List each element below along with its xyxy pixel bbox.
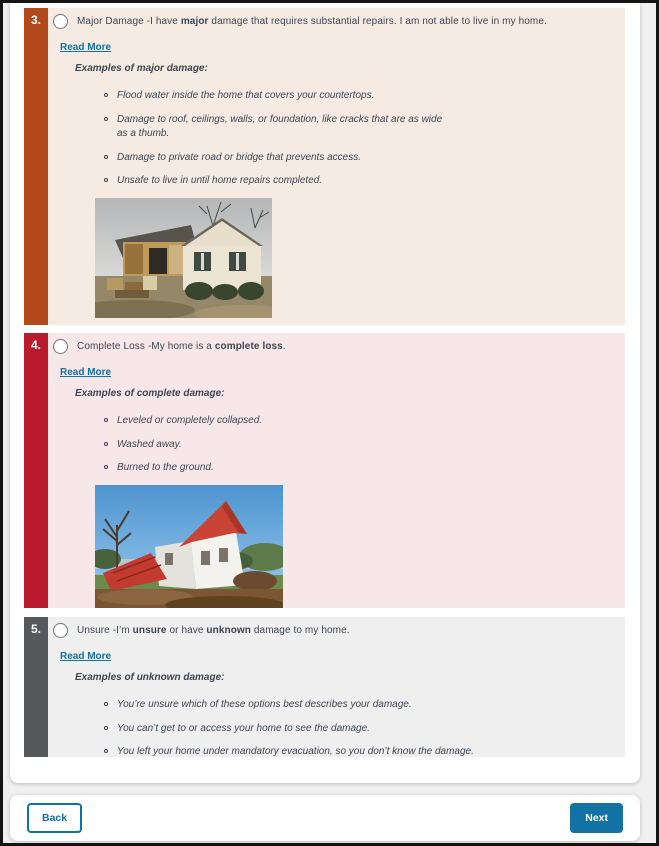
next-button[interactable]: Next (570, 803, 623, 833)
example-item (104, 113, 449, 142)
option-number-bar (24, 333, 48, 608)
examples-heading: Examples of major damage: (75, 63, 208, 74)
sections (24, 8, 625, 757)
damage-photo (95, 485, 615, 609)
option-number-bar (24, 617, 48, 757)
example-text: You’re unsure which of these options best describes your damage. (117, 699, 412, 710)
bullet-icon (104, 93, 108, 97)
option-label: Major Damage -I have major damage that requires substantial repairs. I am not able to live in my home. (77, 16, 547, 27)
bullet-icon (104, 465, 108, 469)
damage-option-section (24, 8, 625, 325)
option-number: 3. (30, 13, 41, 27)
example-item (104, 722, 615, 737)
damage-option-section (24, 617, 625, 757)
example-text: Flood water inside the home that covers your countertops. (117, 90, 375, 101)
option-body (48, 333, 625, 608)
example-item (104, 151, 449, 166)
back-button[interactable]: Back (27, 803, 82, 833)
damage-photo (95, 198, 615, 318)
option-label: Complete Loss -My home is a complete loss. (77, 341, 286, 352)
examples-list (104, 89, 449, 189)
read-more-link[interactable]: Read More (60, 651, 112, 662)
complete-loss-photo-illustration (95, 485, 283, 609)
bullet-icon (104, 155, 108, 159)
footer-bar (10, 795, 640, 841)
example-item (104, 89, 449, 104)
radio-button[interactable] (53, 14, 68, 29)
examples-heading: Examples of unknown damage: (75, 672, 225, 683)
read-more-link[interactable]: Read More (60, 367, 112, 378)
examples-list (104, 414, 615, 476)
option-label: Unsure -I’m unsure or have unknown damage to my home. (77, 625, 350, 636)
bullet-icon (104, 726, 108, 730)
example-text: Unsafe to live in until home repairs completed. (117, 175, 323, 186)
examples-list (104, 698, 615, 757)
bullet-icon (104, 117, 108, 121)
option-row (53, 339, 615, 354)
example-item (104, 438, 615, 453)
example-text: You left your home under mandatory evacuation, so you don’t know the damage. (117, 746, 474, 757)
option-row (53, 623, 615, 638)
bullet-icon (104, 178, 108, 182)
examples-heading: Examples of complete damage: (75, 388, 225, 399)
example-item (104, 745, 615, 757)
example-text: Damage to private road or bridge that prevents access. (117, 151, 362, 163)
example-item (104, 414, 615, 429)
radio-button[interactable] (53, 339, 68, 354)
bullet-icon (104, 749, 108, 753)
example-item (104, 461, 615, 476)
example-text: Leveled or completely collapsed. (117, 415, 263, 426)
example-text: Damage to roof, ceilings, walls, or foundation, like cracks that are as wide as a thumb. (117, 113, 443, 139)
example-item (104, 698, 615, 713)
bullet-icon (104, 418, 108, 422)
option-body (48, 617, 625, 757)
read-more-link[interactable]: Read More (60, 42, 112, 53)
option-number: 4. (30, 338, 41, 352)
bullet-icon (104, 702, 108, 706)
option-body (48, 8, 625, 325)
option-row (53, 14, 615, 29)
bullet-icon (104, 442, 108, 446)
option-number: 5. (30, 622, 41, 636)
radio-button[interactable] (53, 623, 68, 638)
major-damage-photo-illustration (95, 198, 272, 318)
form-card (10, 3, 640, 783)
example-text: Burned to the ground. (117, 462, 214, 473)
example-item (104, 174, 449, 189)
damage-option-section (24, 333, 625, 608)
page-inner (3, 3, 656, 843)
example-text: Washed away. (117, 438, 182, 450)
option-number-bar (24, 8, 48, 325)
example-text: You can’t get to or access your home to see the damage. (117, 722, 370, 734)
